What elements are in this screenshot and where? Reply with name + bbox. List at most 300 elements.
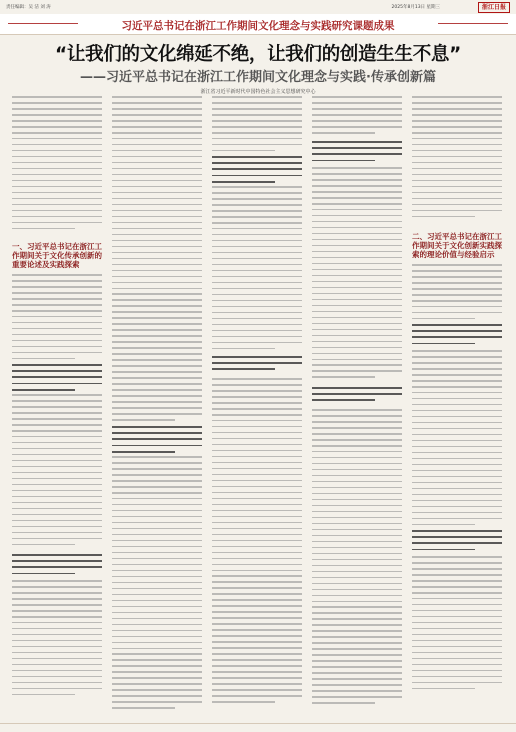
text-line [412,646,502,648]
paragraph-block [412,350,502,530]
text-line [312,481,402,483]
text-line [112,377,202,379]
text-line [312,475,402,477]
text-line [312,415,402,417]
text-line [312,197,402,199]
text-line [312,654,402,656]
emphasis-paragraph [12,554,102,580]
text-line [12,96,102,98]
text-line [312,364,402,366]
text-line [312,147,402,149]
text-line [12,532,102,534]
text-line [312,221,402,223]
text-line [212,258,302,260]
text-line [212,540,302,542]
text-line [212,168,302,170]
text-line [12,580,102,582]
text-line [112,438,202,440]
text-line [412,132,502,134]
text-line [412,343,475,345]
text-line [112,642,202,644]
text-line [112,347,202,349]
text-line [112,456,202,458]
text-line [212,629,302,631]
emphasis-paragraph [312,141,402,167]
text-line [412,350,502,352]
text-column-4 [312,96,402,722]
text-line [412,500,502,502]
text-line [112,653,202,655]
text-line [412,120,502,122]
text-line [112,144,202,146]
emphasis-paragraph [112,426,202,456]
text-line [412,556,502,558]
article-body [12,96,504,724]
text-line [312,439,402,441]
text-line [212,671,302,673]
text-line [112,210,202,212]
text-line [112,102,202,104]
text-line [412,628,502,630]
text-line [12,616,102,618]
text-line [112,648,202,650]
text-line [212,102,302,104]
text-line [112,630,202,632]
text-line [412,464,502,466]
text-line [212,587,302,589]
text-line [112,426,202,428]
section-title-2: 二、习近平总书记在浙江工作期间关于文化创新实践探索的理论价值与经验启示 [412,232,502,259]
text-line [112,192,202,194]
paragraph-block [12,274,102,364]
text-line [312,102,402,104]
paragraph-block [212,186,302,356]
text-line [312,153,402,155]
text-line [412,658,502,660]
text-line [412,586,502,588]
page-footer-rule [0,723,516,730]
text-line [12,478,102,480]
text-line [312,589,402,591]
text-line [312,648,402,650]
text-line [312,505,402,507]
text-line [12,676,102,678]
text-line [212,444,302,446]
text-line [12,180,102,182]
text-line [412,374,502,376]
newspaper-logo: 浙江日报 [478,2,510,13]
text-line [112,612,202,614]
text-line [412,580,502,582]
text-line [12,670,102,672]
text-line [112,180,202,182]
text-line [212,677,302,679]
text-line [212,552,302,554]
text-line [412,488,502,490]
text-line [412,180,502,182]
text-line [12,454,102,456]
text-line [312,299,402,301]
text-line [112,168,202,170]
text-line [212,510,302,512]
text-line [412,404,502,406]
text-line [412,518,502,520]
text-line [312,257,402,259]
text-line [412,312,502,314]
text-line [212,611,302,613]
text-line [212,252,302,254]
text-line [412,428,502,430]
text-line [112,383,202,385]
text-line [312,353,402,355]
text-line [212,181,275,183]
text-line [312,517,402,519]
text-line [412,362,502,364]
text-line [12,144,102,146]
text-line [12,520,102,522]
text-line [312,227,402,229]
text-line [412,530,502,532]
text-line [212,336,302,338]
text-line [312,606,402,608]
text-line [312,493,402,495]
text-line [312,215,402,217]
text-line [12,664,102,666]
text-line [312,583,402,585]
text-line [312,636,402,638]
text-line [312,173,402,175]
text-line [112,564,202,566]
text-line [412,682,502,684]
text-line [212,276,302,278]
text-line [112,323,202,325]
text-line [12,316,102,318]
text-line [112,588,202,590]
text-line [412,276,502,278]
text-line [12,168,102,170]
text-line [212,474,302,476]
text-line [312,203,402,205]
text-line [112,701,202,703]
text-line [112,432,202,434]
text-line [212,546,302,548]
text-line [312,179,402,181]
emphasis-paragraph [412,324,502,350]
text-line [212,318,302,320]
paragraph-block [12,394,102,554]
header-date: 2025年8月13日 星期三 [391,5,440,10]
text-line [12,298,102,300]
text-line [12,646,102,648]
text-line [12,102,102,104]
text-line [312,160,375,162]
text-line [12,274,102,276]
text-line [312,287,402,289]
text-line [412,494,502,496]
text-line [12,628,102,630]
text-line [212,564,302,566]
text-line [112,395,202,397]
text-line [312,463,402,465]
text-line [312,487,402,489]
text-line [212,534,302,536]
text-line [412,536,502,538]
text-line [12,150,102,152]
text-line [312,132,375,134]
text-line [112,486,202,488]
text-line [412,670,502,672]
paragraph-block [112,456,202,716]
text-line [12,162,102,164]
text-line [212,156,302,158]
text-line [112,401,202,403]
text-line [412,422,502,424]
text-line [212,486,302,488]
text-line [112,534,202,536]
text-line [12,310,102,312]
text-line [312,120,402,122]
text-line [212,234,302,236]
text-line [112,335,202,337]
text-line [212,558,302,560]
text-line [212,683,302,685]
text-line [112,558,202,560]
text-line [312,678,402,680]
text-line [412,482,502,484]
text-line [212,300,302,302]
text-line [112,695,202,697]
text-line [312,577,402,579]
text-line [112,498,202,500]
text-line [312,684,402,686]
text-line [212,246,302,248]
text-line [12,586,102,588]
text-line [412,458,502,460]
text-line [12,610,102,612]
text-line [112,114,202,116]
text-column-5 [412,96,502,722]
text-line [212,623,302,625]
text-line [12,484,102,486]
text-line [12,346,102,348]
text-line [12,126,102,128]
text-line [12,383,102,385]
text-line [412,168,502,170]
text-line [412,198,502,200]
text-line [212,186,302,188]
text-line [412,452,502,454]
text-line [112,419,175,421]
text-line [212,456,302,458]
text-line [312,185,402,187]
text-line [12,502,102,504]
text-line [112,96,202,98]
text-line [212,498,302,500]
text-line [112,198,202,200]
text-line [12,514,102,516]
text-line [312,595,402,597]
text-line [312,535,402,537]
text-line [12,120,102,122]
text-line [312,335,402,337]
text-line [112,174,202,176]
text-line [312,126,402,128]
text-line [112,552,202,554]
text-line [212,288,302,290]
text-line [212,659,302,661]
text-line [412,330,502,332]
text-line [12,389,75,391]
text-line [12,538,102,540]
text-line [312,263,402,265]
text-line [12,592,102,594]
text-line [12,598,102,600]
text-line [412,126,502,128]
text-line [412,604,502,606]
text-line [112,462,202,464]
text-line [212,132,302,134]
text-line [412,210,502,212]
text-line [112,156,202,158]
text-line [312,209,402,211]
text-column-2 [112,96,202,722]
text-line [212,695,302,697]
text-line [12,466,102,468]
text-line [312,696,402,698]
text-line [412,318,475,320]
text-line [112,671,202,673]
text-line [112,264,202,266]
text-line [212,635,302,637]
text-line [412,562,502,564]
text-line [212,324,302,326]
emphasis-paragraph [412,530,502,556]
text-line [212,362,302,364]
text-line [112,138,202,140]
text-line [412,568,502,570]
text-line [112,234,202,236]
text-line [12,424,102,426]
text-line [12,526,102,528]
text-line [112,407,202,409]
text-line [112,132,202,134]
text-line [112,665,202,667]
article-headline: “让我们的文化绵延不绝，让我们的创造生生不息” [55,44,461,65]
text-line [112,240,202,242]
paragraph-block [312,167,402,387]
text-line [312,511,402,513]
text-line [112,389,202,391]
text-line [312,618,402,620]
text-line [12,192,102,194]
text-line [112,216,202,218]
text-line [412,634,502,636]
text-line [412,114,502,116]
text-line [412,524,475,526]
text-line [412,288,502,290]
text-line [312,409,402,411]
text-line [112,683,202,685]
text-line [112,108,202,110]
paragraph-block [212,96,302,156]
text-line [112,707,175,709]
text-line [212,282,302,284]
text-line [212,330,302,332]
text-line [12,286,102,288]
text-line [212,228,302,230]
text-line [312,571,402,573]
text-line [212,504,302,506]
text-line [412,574,502,576]
text-line [412,368,502,370]
text-line [412,470,502,472]
text-line [412,186,502,188]
text-line [12,658,102,660]
text-line [112,528,202,530]
text-line [412,156,502,158]
text-line [412,676,502,678]
text-line [312,547,402,549]
text-line [212,144,302,146]
text-line [312,399,375,401]
text-line [212,432,302,434]
text-line [312,630,402,632]
paragraph-block [312,409,402,709]
text-line [112,353,202,355]
text-line [312,666,402,668]
paragraph-block [12,580,102,700]
text-line [12,364,102,366]
text-line [312,529,402,531]
text-line [212,516,302,518]
text-line [12,376,102,378]
text-line [412,512,502,514]
text-line [12,560,102,562]
text-line [12,490,102,492]
text-line [212,665,302,667]
banner-title: 习近平总书记在浙江工作期间文化理念与实践研究课题成果 [121,20,395,32]
text-line [12,174,102,176]
text-line [112,341,202,343]
text-line [12,688,102,690]
text-line [112,288,202,290]
text-line [12,436,102,438]
text-line [312,269,402,271]
text-line [212,653,302,655]
text-line [212,581,302,583]
text-line [412,476,502,478]
text-line [312,108,402,110]
text-line [212,528,302,530]
text-line [412,380,502,382]
text-line [312,376,375,378]
text-line [412,282,502,284]
text-line [312,427,402,429]
column-banner [0,14,516,35]
text-line [12,222,102,224]
text-line [112,228,202,230]
text-line [312,387,402,389]
emphasis-paragraph [12,364,102,394]
text-line [12,442,102,444]
text-line [212,114,302,116]
text-line [212,420,302,422]
text-line [12,138,102,140]
text-line [12,216,102,218]
text-line [412,688,475,690]
text-line [312,433,402,435]
text-line [12,508,102,510]
